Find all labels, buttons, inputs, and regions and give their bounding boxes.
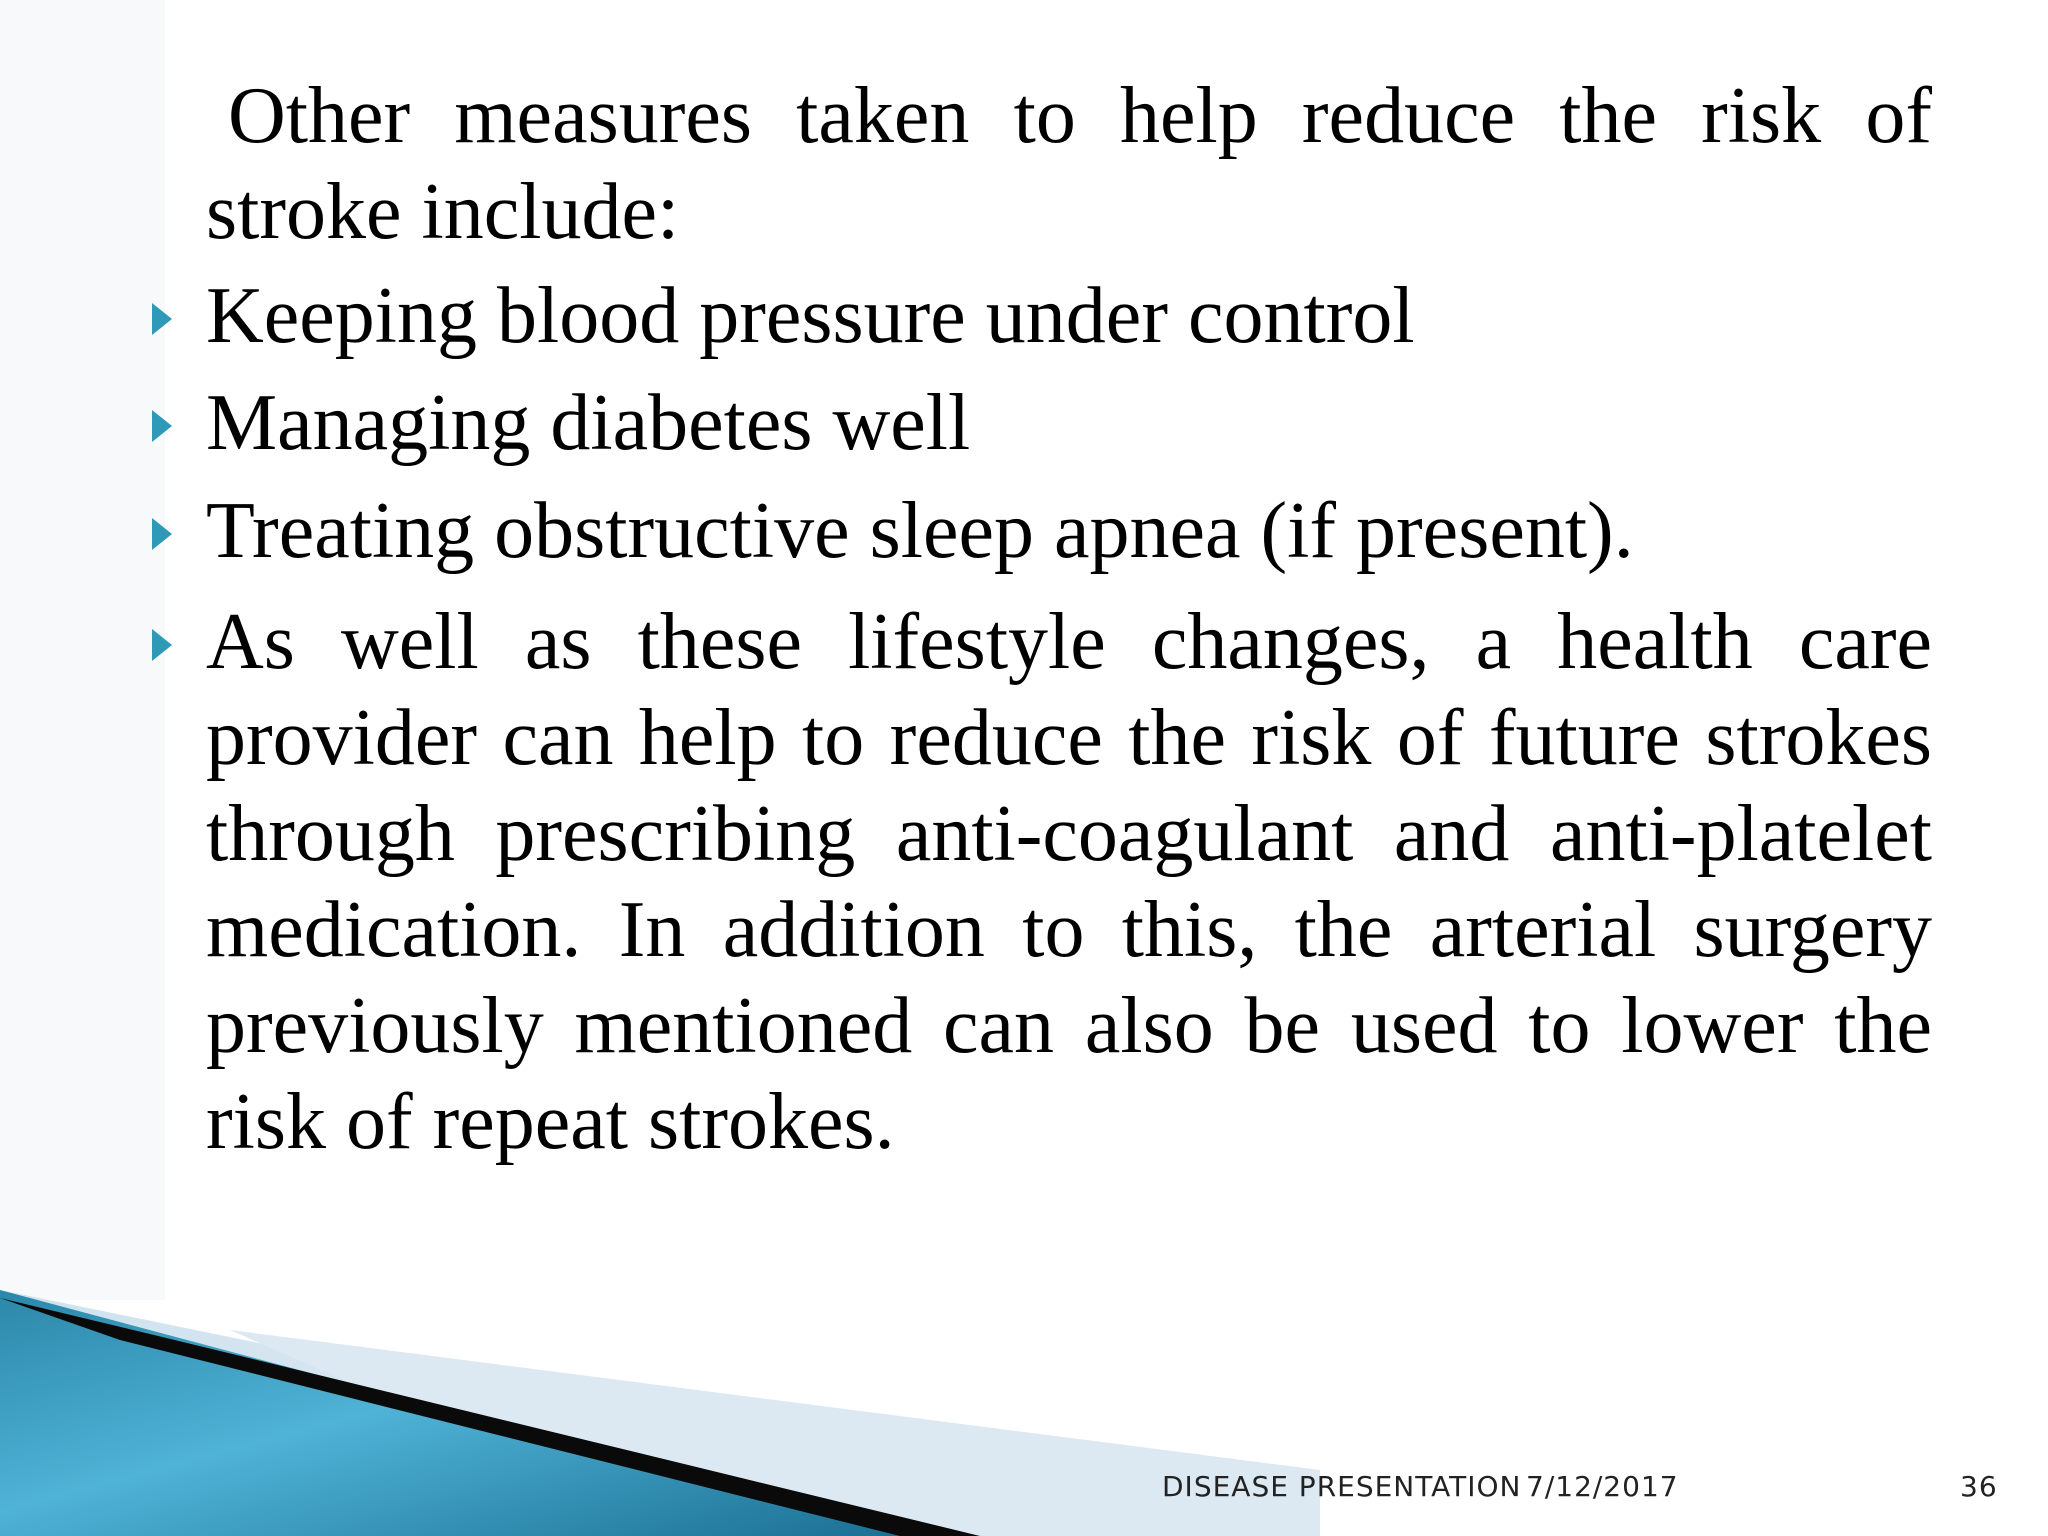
triangle-right-icon <box>152 629 172 661</box>
intro-paragraph: Other measures taken to help reduce the risk of stroke include: <box>206 72 1932 256</box>
triangle-right-icon <box>152 518 172 550</box>
bullet-text: As well as these lifestyle changes, a health care provider can help to reduce the risk of future strokes through prescribing anti-coagulant and anti-platelet medication. In addition to this, the arterial surgery previously mentioned can also be used to lower the risk of repeat strokes. <box>206 598 1932 1166</box>
bullet-text: Managing diabetes well <box>206 379 971 467</box>
footer-title: DISEASE PRESENTATION <box>1162 1470 1522 1503</box>
bullet-text: Treating obstructive sleep apnea (if present). <box>206 487 1634 575</box>
footer-date: 7/12/2017 <box>1526 1470 1679 1503</box>
bullet-text: Keeping blood pressure under control <box>206 272 1415 360</box>
triangle-right-icon <box>152 410 172 442</box>
triangle-right-icon <box>152 303 172 335</box>
slide-number: 36 <box>1960 1470 1998 1503</box>
